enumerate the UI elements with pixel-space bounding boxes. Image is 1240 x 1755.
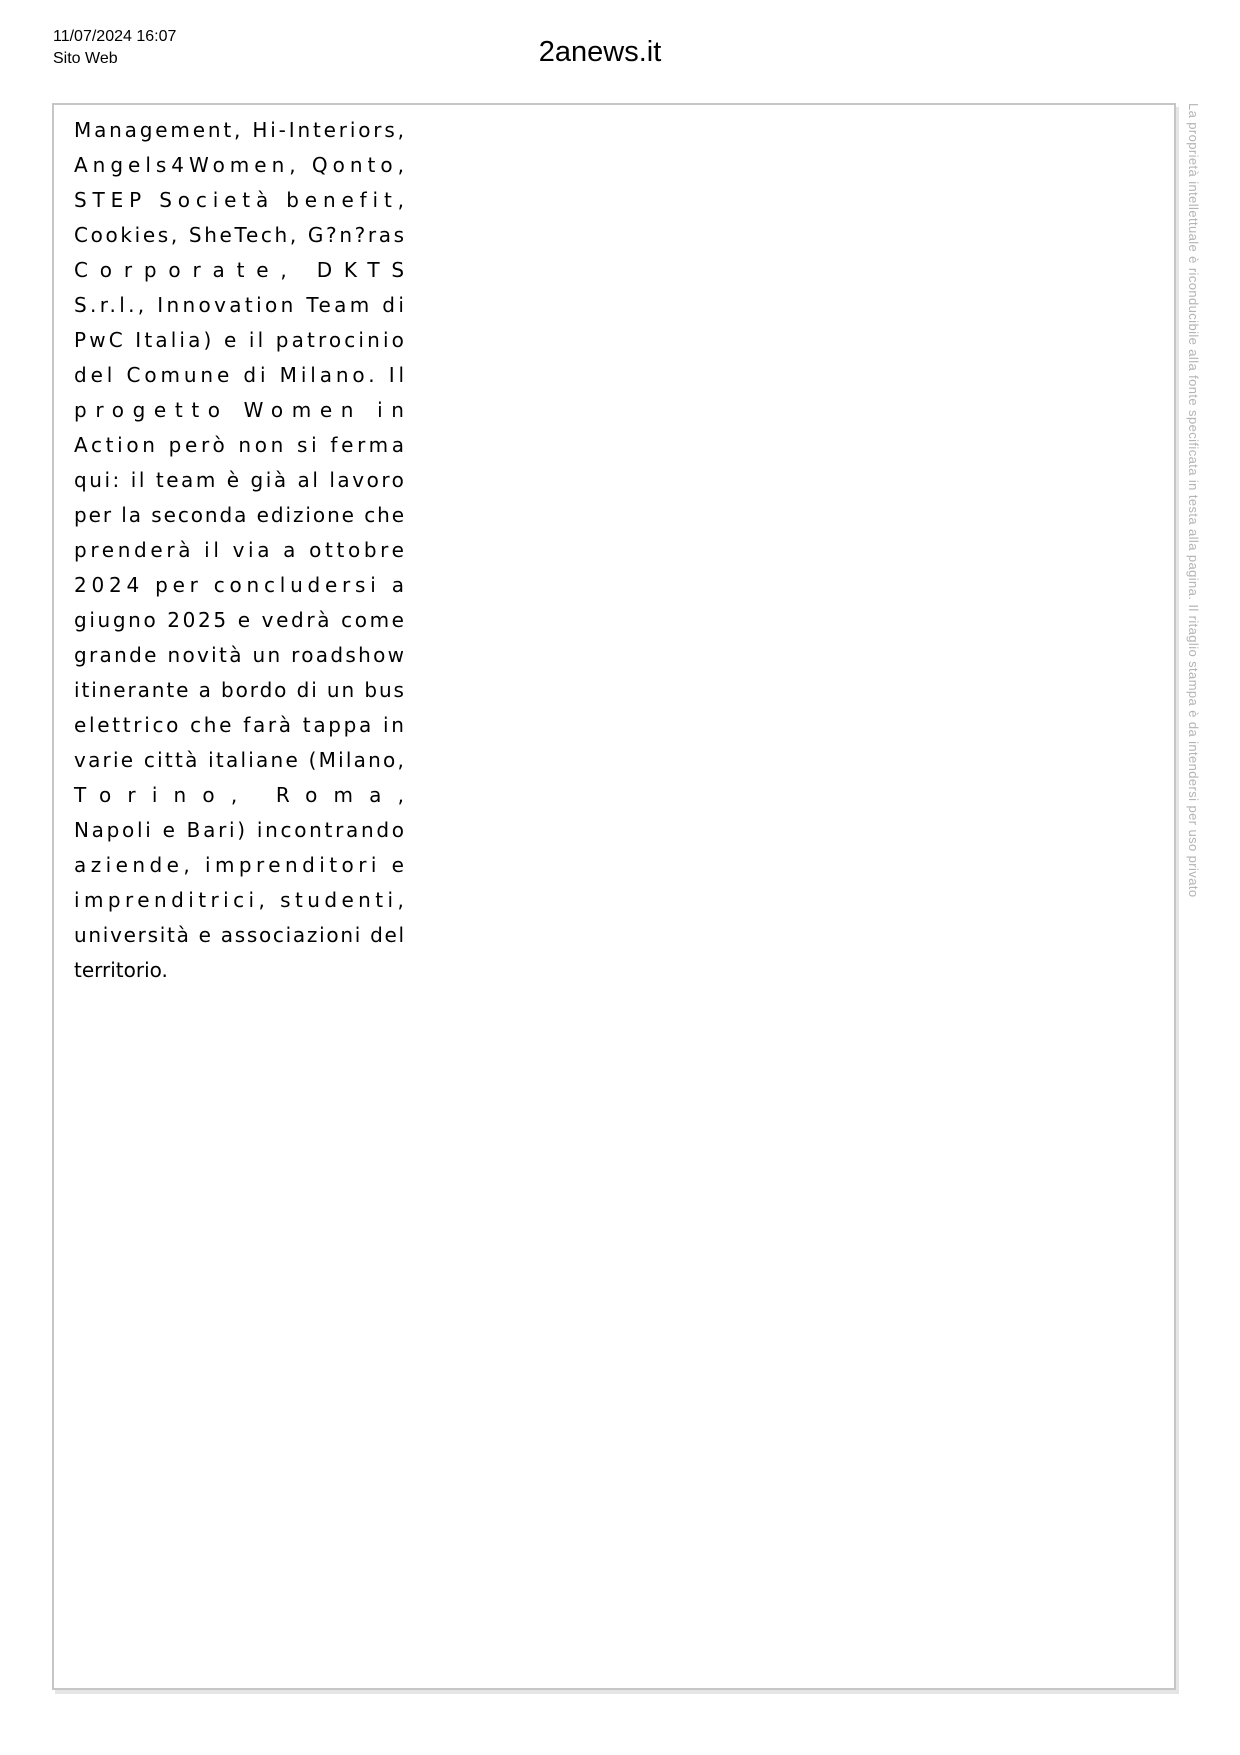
article-line: itinerante a bordo di un bus (74, 678, 406, 702)
article-line: PwC Italia) e il patrocinio (74, 328, 408, 352)
article-clipping-box (52, 103, 1176, 1690)
article-line: 2024 per concludersi a (74, 573, 409, 597)
source-type-label: Sito Web (53, 50, 118, 67)
copyright-note: La proprietà intellettuale è riconducibile alla fonte specificata in testa alla pagina. Il ritaglio stampa è da intendersi per uso privato (1186, 103, 1201, 898)
article-line: Action però non si ferma (74, 433, 408, 457)
article-line: territorio. (74, 958, 168, 982)
article-line: progetto Women in (74, 398, 413, 422)
article-line: varie città italiane (Milano, (74, 748, 407, 772)
article-text (74, 113, 421, 988)
article-line: Torino, Roma, (74, 783, 421, 807)
article-line: del Comune di Milano. Il (74, 363, 408, 387)
article-line: Napoli e Bari) incontrando (74, 818, 407, 842)
article-line: Cookies, SheTech, G?n?ras (74, 223, 407, 247)
article-line: grande novità un roadshow (74, 643, 407, 667)
article-line: STEP Società benefit, (74, 188, 410, 212)
article-line: Management, Hi-Interiors, (74, 118, 407, 142)
article-line: giugno 2025 e vedrà come (74, 608, 407, 632)
article-line: Corporate, DKTS (74, 258, 416, 282)
article-line: prenderà il via a ottobre (74, 538, 408, 562)
article-line: per la seconda edizione che (74, 503, 406, 527)
article-line: S.r.l., Innovation Team di (74, 293, 408, 317)
article-line: aziende, imprenditori e (74, 853, 409, 877)
capture-datetime: 11/07/2024 16:07 (53, 28, 177, 45)
article-line: imprenditrici, studenti, (74, 888, 409, 912)
article-line: elettrico che farà tappa in (74, 713, 407, 737)
article-line: qui: il team è già al lavoro (74, 468, 407, 492)
article-line: Angels4Women, Qonto, (74, 153, 409, 177)
site-title: 2anews.it (538, 36, 662, 68)
article-line: università e associazioni del (74, 923, 406, 947)
